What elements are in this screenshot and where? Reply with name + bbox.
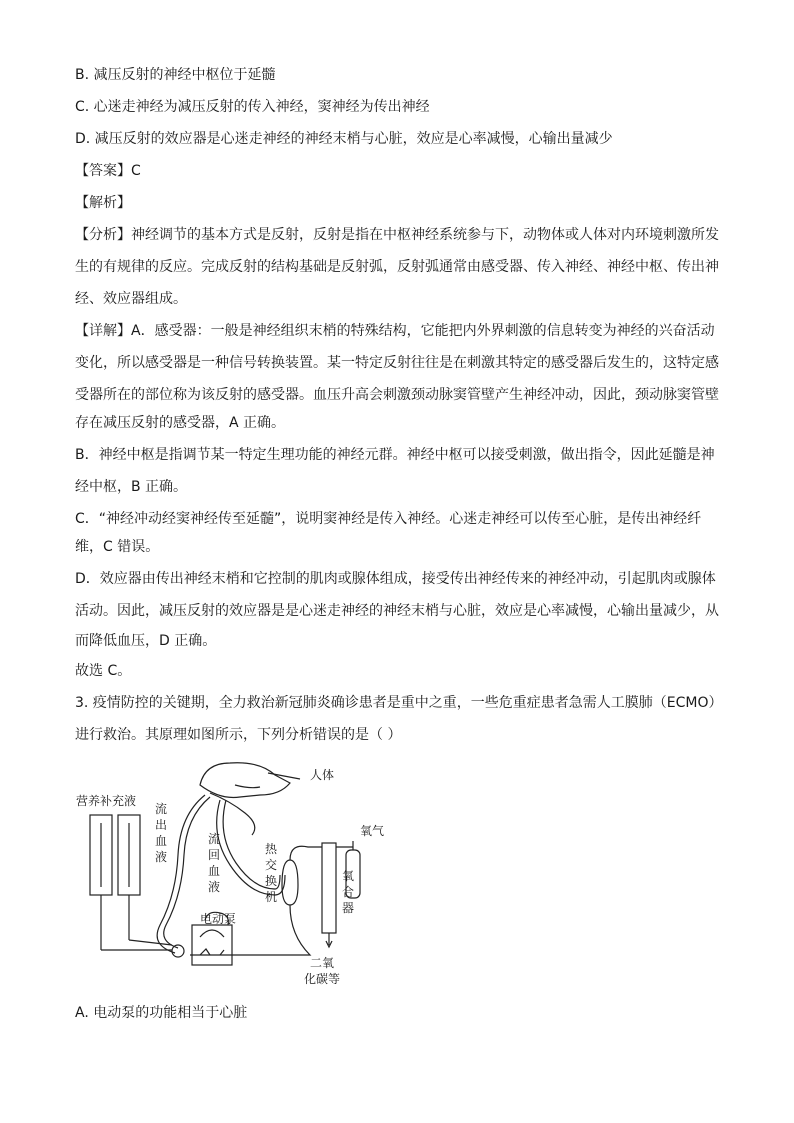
text-line: 【分析】神经调节的基本方式是反射，反射是指在中枢神经系统参与下，动物体或人体对内环境刺激所发 bbox=[75, 227, 719, 243]
text-line: B．神经中枢是指调节某一特定生理功能的神经元群。神经中枢可以接受刺激，做出指令，因此延髓是神 bbox=[75, 447, 715, 463]
svg-text:流: 流 bbox=[155, 802, 168, 816]
svg-text:合: 合 bbox=[342, 885, 355, 899]
oxygenator bbox=[322, 843, 336, 933]
label-outflow-vertical bbox=[155, 801, 167, 864]
svg-text:机: 机 bbox=[265, 890, 278, 904]
text-line: 变化，所以感受器是一种信号转换装置。某一特定反射往往是在刺激其特定的感受器后发生的，这特定感 bbox=[75, 355, 719, 371]
svg-text:液: 液 bbox=[155, 850, 168, 864]
label-pump: 电动泵 bbox=[200, 912, 237, 926]
text-line: 维，C 错误。 bbox=[75, 539, 160, 555]
svg-text:液: 液 bbox=[208, 880, 221, 894]
label-oxygenator-vertical bbox=[342, 869, 354, 915]
question-3-line: 进行救治。其原理如图所示，下列分析错误的是（ ） bbox=[75, 727, 402, 743]
text-line: 经、效应器组成。 bbox=[75, 291, 187, 307]
text-line: 活动。因此，减压反射的效应器是是心迷走神经的神经末梢与心脏，效应是心率减慢，心输出量减少，从 bbox=[75, 603, 719, 619]
ecmo-diagram bbox=[60, 755, 385, 990]
label-human: 人体 bbox=[310, 768, 335, 782]
label-nutrient: 营养补充液 bbox=[76, 794, 137, 808]
electric-pump bbox=[192, 925, 232, 965]
answer-line: 【答案】C bbox=[75, 163, 141, 179]
label-oxygen: 氧气 bbox=[360, 824, 385, 838]
option-c-line: C. 心迷走神经为减压反射的传入神经，窦神经为传出神经 bbox=[75, 99, 430, 115]
svg-text:器: 器 bbox=[342, 901, 355, 915]
svg-text:二氧: 二氧 bbox=[310, 956, 335, 970]
text-line: 经中枢，B 正确。 bbox=[75, 479, 188, 495]
svg-text:出: 出 bbox=[155, 818, 168, 832]
text-line: C．“神经冲动经窦神经传至延髓”，说明窦神经是传入神经。心迷走神经可以传至心脏，是传出神经纤 bbox=[75, 511, 702, 527]
svg-text:回: 回 bbox=[208, 848, 221, 862]
text-line: 而降低血压，D 正确。 bbox=[75, 633, 217, 649]
option-b-line: B. 减压反射的神经中枢位于延髓 bbox=[75, 67, 276, 83]
svg-text:交: 交 bbox=[265, 858, 278, 872]
label-heat-exchanger-vertical bbox=[265, 841, 278, 904]
text-line: 存在减压反射的感受器，A 正确。 bbox=[75, 415, 286, 431]
label-return-vertical bbox=[208, 831, 220, 894]
human-figure bbox=[200, 763, 290, 798]
option-a-line: A. 电动泵的功能相当于心脏 bbox=[75, 1005, 248, 1021]
text-line: 生的有规律的反应。完成反射的结构基础是反射弧，反射弧通常由感受器、传入神经、神经中枢、传出神 bbox=[75, 259, 719, 275]
label-co2 bbox=[304, 956, 340, 986]
svg-text:热: 热 bbox=[265, 842, 278, 856]
text-line: D．效应器由传出神经末梢和它控制的肌肉或腺体组成，接受传出神经传来的神经冲动，引起肌肉或腺体 bbox=[75, 571, 716, 587]
svg-text:血: 血 bbox=[155, 834, 168, 848]
analysis-heading: 【解析】 bbox=[75, 195, 131, 211]
svg-text:血: 血 bbox=[208, 864, 221, 878]
conclusion-line: 故选 C。 bbox=[75, 663, 132, 679]
svg-text:化碳等: 化碳等 bbox=[304, 972, 341, 986]
svg-text:换: 换 bbox=[265, 874, 278, 888]
option-d-line: D. 减压反射的效应器是心迷走神经的神经末梢与心脏，效应是心率减慢，心输出量减少 bbox=[75, 131, 613, 147]
svg-text:流: 流 bbox=[208, 832, 221, 846]
text-line: 【详解】A．感受器：一般是神经组织末梢的特殊结构，它能把内外界刺激的信息转变为神经的兴奋活动 bbox=[75, 323, 715, 339]
text-line: 受器所在的部位称为该反射的感受器。血压升高会刺激颈动脉窦管壁产生神经冲动，因此，颈动脉窦管壁 bbox=[75, 387, 719, 403]
question-3-line: 3. 疫情防控的关键期，全力救治新冠肺炎确诊患者是重中之重，一些危重症患者急需人工膜肺（ECMO） bbox=[75, 695, 723, 711]
svg-text:氧: 氧 bbox=[342, 869, 355, 883]
